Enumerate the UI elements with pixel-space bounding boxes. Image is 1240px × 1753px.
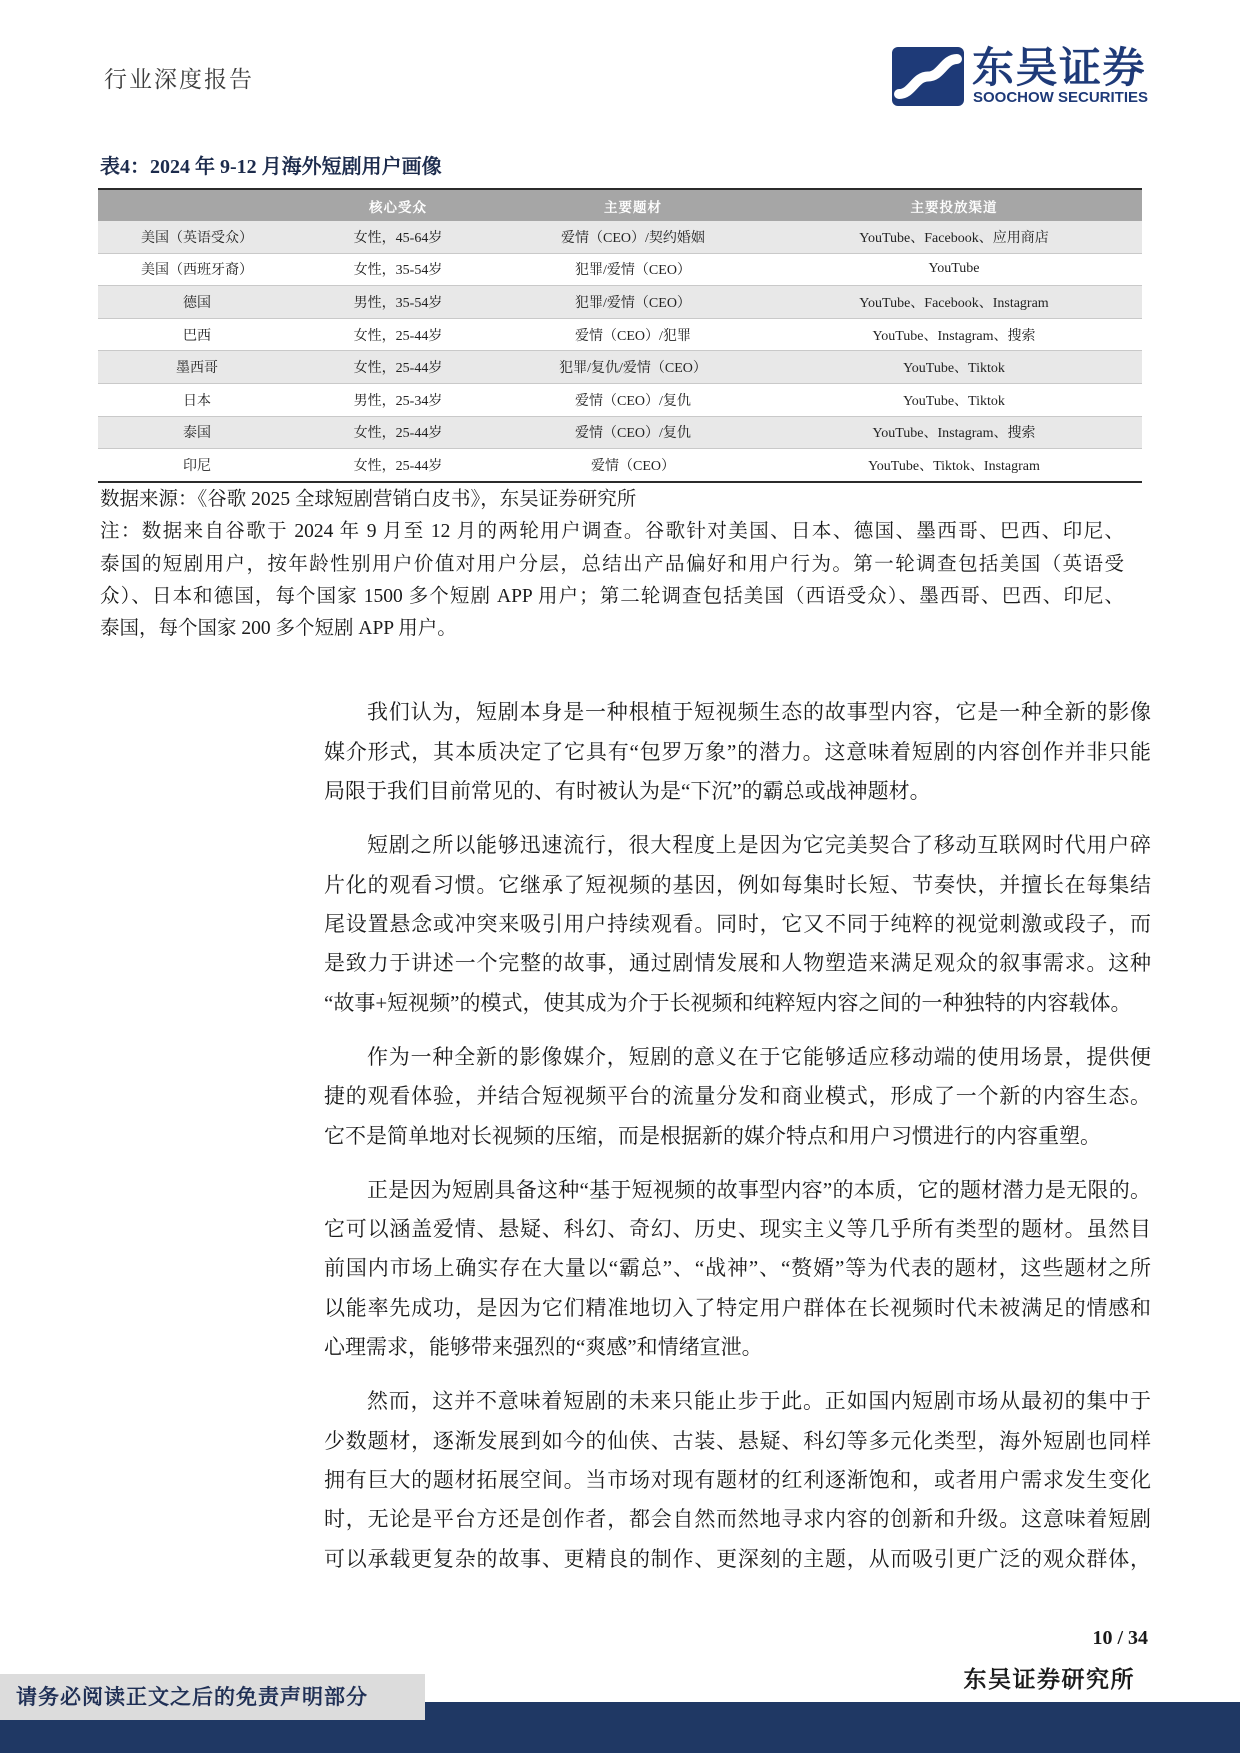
cell-audience: 女性，25-44岁 — [296, 351, 500, 384]
header-cell-channels: 主要投放渠道 — [766, 189, 1142, 221]
table-header — [98, 189, 1142, 221]
cell-genre: 犯罪/爱情（CEO） — [500, 253, 766, 286]
paragraph-line: 作为一种全新的影像媒介，短剧的意义在于它能够适应移动端的使用场景，提供便 — [367, 1044, 1151, 1069]
paragraph-line: 前国内市场上确实存在大量以“霸总”、“战神”、“赘婿”等为代表的题材，这些题材之所 — [324, 1256, 1151, 1281]
paragraph-line: 正是因为短剧具备这种“基于短视频的故事型内容”的本质，它的题材潜力是无限的。 — [367, 1177, 1151, 1202]
note-line: 众）、日本和德国，每个国家 1500 多个短剧 APP 用户；第二轮调查包括美国（西语受众）、墨西哥、巴西、印尼、 — [100, 585, 1124, 607]
paragraph-line: 心理需求，能够带来强烈的“爽感”和情绪宣泄。 — [324, 1335, 763, 1360]
cell-country: 墨西哥 — [98, 351, 296, 384]
cell-country: 美国（英语受众） — [98, 221, 296, 253]
paragraph-line: 时，无论是平台方还是创作者，都会自然而然地寻求内容的创新和升级。这意味着短剧 — [324, 1507, 1151, 1532]
table-row — [98, 253, 1142, 286]
paragraph-line: “故事+短视频”的模式，使其成为介于长视频和纯粹短内容之间的一种独特的内容载体。 — [324, 990, 1132, 1015]
cell-country: 巴西 — [98, 318, 296, 351]
table-body — [98, 221, 1142, 482]
report-type-label: 行业深度报告 — [104, 67, 254, 92]
cell-country: 日本 — [98, 383, 296, 416]
table-row — [98, 449, 1142, 482]
logo-name-cn: 东吴证券 — [972, 43, 1147, 92]
table-row — [98, 351, 1142, 384]
body-text — [324, 693, 1151, 1594]
paragraph-line: 以能率先成功，是因为它们精准地切入了特定用户群体在长视频时代未被满足的情感和 — [324, 1295, 1151, 1320]
paragraph-line: 局限于我们目前常见的、有时被认为是“下沉”的霸总或战神题材。 — [324, 779, 931, 804]
cell-genre: 爱情（CEO）/复仇 — [500, 416, 766, 449]
cell-genre: 爱情（CEO） — [500, 449, 766, 482]
paragraph-line: 我们认为，短剧本身是一种根植于短视频生态的故事型内容，它是一种全新的影像 — [367, 700, 1151, 725]
cell-audience: 女性，45-64岁 — [296, 221, 500, 253]
table-row — [98, 318, 1142, 351]
cell-channels: YouTube、Facebook、Instagram — [766, 286, 1142, 319]
cell-genre: 爱情（CEO）/复仇 — [500, 383, 766, 416]
table-row — [98, 383, 1142, 416]
table-title: 表4：2024 年 9-12 月海外短剧用户画像 — [100, 156, 442, 178]
paragraph-line: 尾设置悬念或冲突来吸引用户持续观看。同时，它又不同于纯粹的视觉刺激或段子，而 — [324, 911, 1151, 936]
cell-country: 德国 — [98, 286, 296, 319]
paragraph-line: 拥有巨大的题材拓展空间。当市场对现有题材的红利逐渐饱和，或者用户需求发生变化 — [324, 1467, 1151, 1492]
cell-channels: YouTube、Tiktok — [766, 383, 1142, 416]
table-header-row — [98, 189, 1142, 221]
cell-genre: 爱情（CEO）/犯罪 — [500, 318, 766, 351]
cell-genre: 爱情（CEO）/契约婚姻 — [500, 221, 766, 253]
paragraph — [324, 1382, 1151, 1579]
paragraph-line: 少数题材，逐渐发展到如今的仙侠、古装、悬疑、科幻等多元化类型，海外短剧也同样 — [324, 1428, 1151, 1453]
paragraph-line: 然而，这并不意味着短剧的未来只能止步于此。正如国内短剧市场从最初的集中于 — [367, 1389, 1151, 1414]
cell-channels: YouTube、Facebook、应用商店 — [766, 221, 1142, 253]
cell-audience: 男性，35-54岁 — [296, 286, 500, 319]
cell-channels: YouTube、Instagram、搜索 — [766, 416, 1142, 449]
paragraph-line: 可以承载更复杂的故事、更精良的制作、更深刻的主题，从而吸引更广泛的观众群体， — [324, 1546, 1151, 1571]
paragraph-line: 片化的观看习惯。它继承了短视频的基因，例如每集时长短、节奏快，并擅长在每集结 — [324, 872, 1151, 897]
cell-audience: 男性，25-34岁 — [296, 383, 500, 416]
cell-channels: YouTube — [766, 253, 1142, 286]
paragraph — [324, 1038, 1151, 1156]
header-cell-genre: 主要题材 — [500, 189, 766, 221]
paragraph-line: 短剧之所以能够迅速流行，很大程度上是因为它完美契合了移动互联网时代用户碎 — [367, 833, 1151, 858]
cell-audience: 女性，25-44岁 — [296, 318, 500, 351]
paragraph-line: 捷的观看体验，并结合短视频平台的流量分发和商业模式，形成了一个新的内容生态。 — [324, 1084, 1151, 1109]
paragraph-line: 媒介形式，其本质决定了它具有“包罗万象”的潜力。这意味着短剧的内容创作并非只能 — [324, 739, 1151, 764]
cell-country: 泰国 — [98, 416, 296, 449]
paragraph-line: 它可以涵盖爱情、悬疑、科幻、奇幻、历史、现实主义等几乎所有类型的题材。虽然目 — [324, 1216, 1151, 1241]
cell-genre: 犯罪/复仇/爱情（CEO） — [500, 351, 766, 384]
logo-name-en: SOOCHOW SECURITIES — [973, 89, 1149, 106]
soochow-s-logo-icon — [892, 47, 964, 106]
footer-institute: 东吴证券研究所 — [963, 1667, 1135, 1692]
cell-country: 美国（西班牙裔） — [98, 253, 296, 286]
table-row — [98, 221, 1142, 253]
note-line: 泰国，每个国家 200 多个短剧 APP 用户。 — [100, 618, 457, 640]
cell-audience: 女性，25-44岁 — [296, 416, 500, 449]
paragraph — [324, 693, 1151, 811]
data-source: 数据来源：《谷歌 2025 全球短剧营销白皮书》，东吴证券研究所 — [100, 489, 637, 510]
user-profile-table — [98, 188, 1142, 483]
header-cell-audience: 核心受众 — [296, 189, 500, 221]
cell-channels: YouTube、Tiktok、Instagram — [766, 449, 1142, 482]
page-number: 10 / 34 — [1092, 1627, 1148, 1649]
cell-channels: YouTube、Tiktok — [766, 351, 1142, 384]
cell-channels: YouTube、Instagram、搜索 — [766, 318, 1142, 351]
cell-genre: 犯罪/爱情（CEO） — [500, 286, 766, 319]
paragraph-line: 是致力于讲述一个完整的故事，通过剧情发展和人物塑造来满足观众的叙事需求。这种 — [324, 951, 1151, 976]
note-line: 泰国的短剧用户，按年龄性别用户价值对用户分层，总结出产品偏好和用户行为。第一轮调查包括美国（英语受 — [100, 553, 1124, 575]
table-row — [98, 416, 1142, 449]
paragraph-line: 它不是简单地对长视频的压缩，而是根据新的媒介特点和用户习惯进行的内容重塑。 — [324, 1123, 1101, 1148]
table-row — [98, 286, 1142, 319]
cell-country: 印尼 — [98, 449, 296, 482]
table-notes — [100, 484, 1124, 645]
cell-audience: 女性，35-54岁 — [296, 253, 500, 286]
note-line: 注：数据来自谷歌于 2024 年 9 月至 12 月的两轮用户调查。谷歌针对美国、日本、德国、墨西哥、巴西、印尼、 — [100, 521, 1124, 543]
disclaimer-text: 请务必阅读正文之后的免责声明部分 — [16, 1685, 368, 1709]
paragraph — [324, 826, 1151, 1023]
paragraph — [324, 1171, 1151, 1368]
disclaimer-box — [0, 1674, 425, 1720]
cell-audience: 女性，25-44岁 — [296, 449, 500, 482]
header-cell-country — [98, 189, 296, 221]
